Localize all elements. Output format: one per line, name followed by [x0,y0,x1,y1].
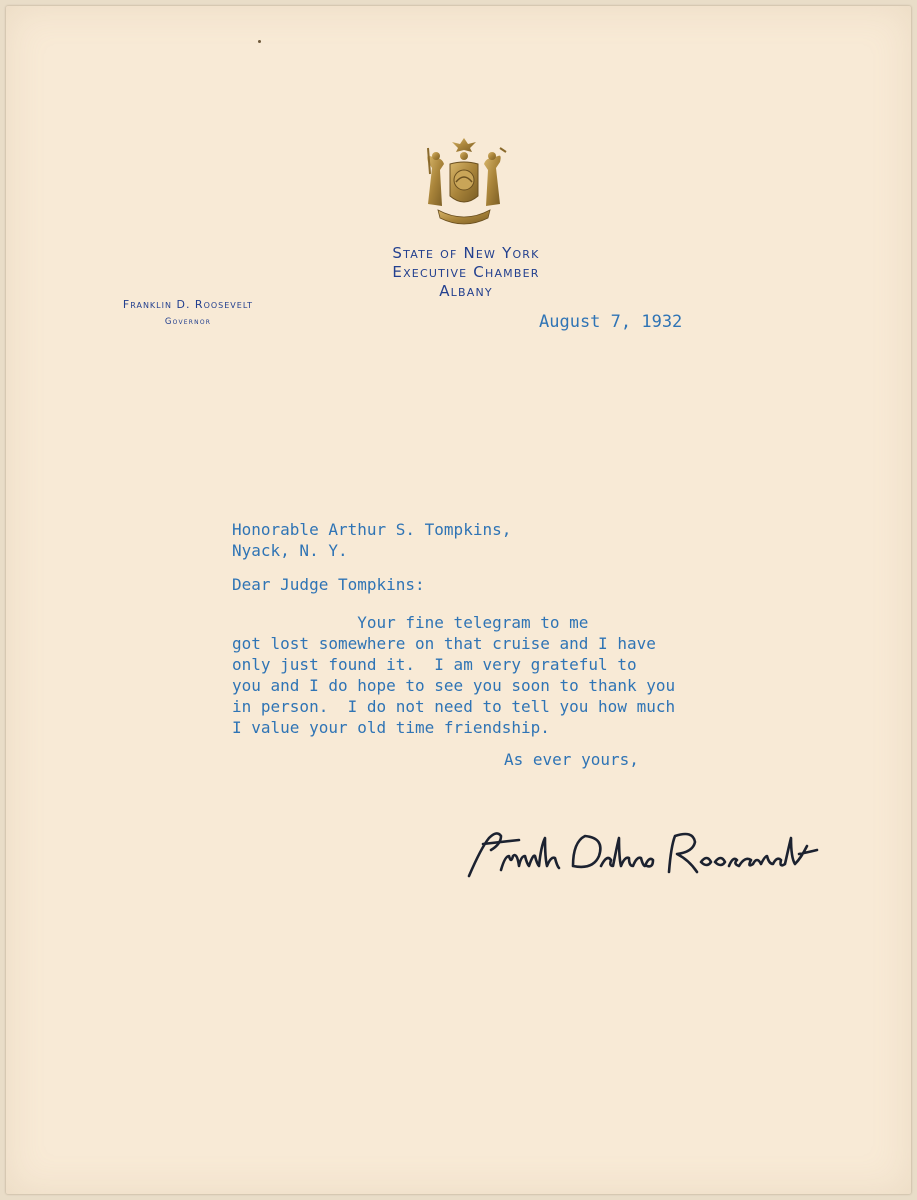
letterhead [346,244,586,301]
body-line: got lost somewhere on that cruise and I have [232,634,656,653]
body-line: I value your old time friendship. [232,718,550,737]
body-line: Your fine telegram to me [232,613,589,632]
sender-name: Franklin D. Roosevelt [122,298,254,311]
letterhead-state: State of New York [392,244,540,262]
closing: As ever yours, [504,750,639,769]
sender-block [98,298,278,327]
body-line: you and I do hope to see you soon to thank you [232,676,676,695]
recipient-city: Nyack, N. Y. [232,541,348,560]
handwritten-signature [461,816,826,891]
recipient-name: Honorable Arthur S. Tompkins, [232,520,512,539]
letter-body [232,612,675,738]
sender-title: Governor [164,317,212,327]
body-line: in person. I do not need to tell you how much [232,697,676,716]
letter-page [6,6,911,1194]
letterhead-city: Albany [439,282,493,300]
recipient-address [232,519,511,561]
paper-mark [258,40,261,43]
new-york-state-seal-icon [416,134,512,230]
body-line: only just found it. I am very grateful to [232,655,637,674]
letter-date: August 7, 1932 [539,312,683,332]
salutation: Dear Judge Tompkins: [232,575,425,594]
letterhead-chamber: Executive Chamber [392,263,540,281]
